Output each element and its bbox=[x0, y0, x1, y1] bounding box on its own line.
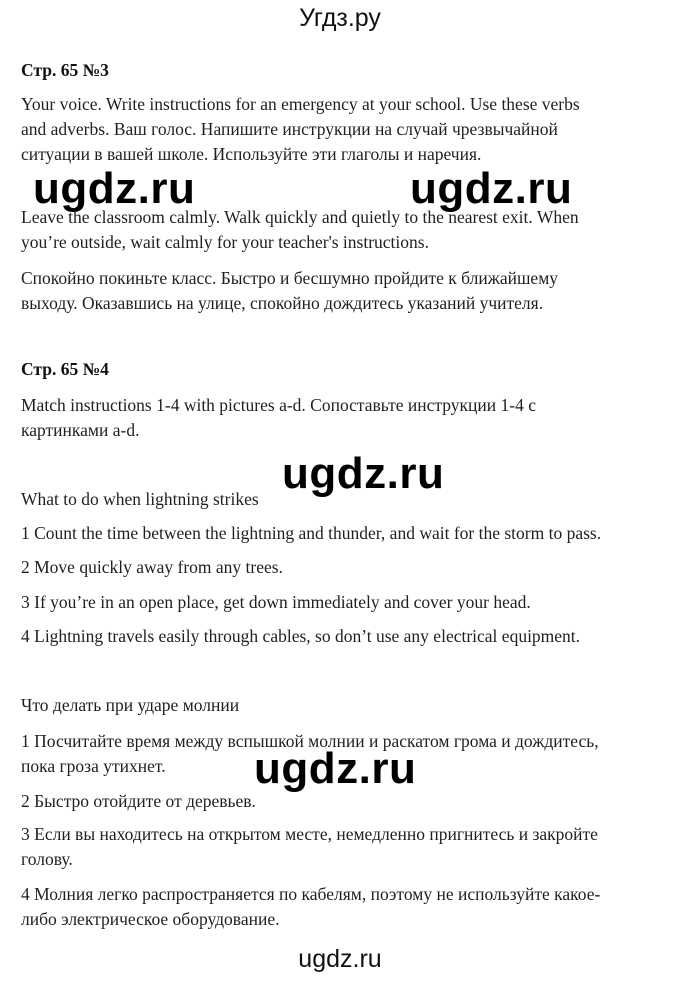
task3-prompt-line-2: and adverbs. Ваш голос. Напишите инструкции на случай чрезвычайной bbox=[21, 119, 558, 139]
task4-ru-item-1-line-2: пока гроза утихнет. bbox=[21, 756, 166, 776]
site-footer: ugdz.ru bbox=[298, 945, 382, 973]
task3-answer-ru-line-2: выходу. Оказавшись на улице, спокойно дождитесь указаний учителя. bbox=[21, 293, 544, 313]
task4-ru-item-3-line-1: 3 Если вы находитесь на открытом месте, немедленно пригнитесь и закройте bbox=[21, 824, 598, 844]
task4-ru-item-2: 2 Быстро отойдите от деревьев. bbox=[21, 791, 256, 811]
watermark: ugdz.ru bbox=[410, 164, 573, 213]
task4-en-item-3: 3 If you’re in an open place, get down immediately and cover your head. bbox=[21, 592, 531, 612]
task4-en-item-1: 1 Count the time between the lightning and thunder, and wait for the storm to pass. bbox=[21, 523, 602, 543]
task3-prompt-line-1: Your voice. Write instructions for an emergency at your school. Use these verbs bbox=[21, 94, 580, 114]
watermark: ugdz.ru bbox=[33, 164, 196, 213]
task4-en-item-2: 2 Move quickly away from any trees. bbox=[21, 557, 283, 577]
task4-prompt-line-1: Match instructions 1-4 with pictures a-d. Сопоставьте инструкции 1-4 с bbox=[21, 395, 536, 415]
task3-prompt-line-3: ситуации в вашей школе. Используйте эти глаголы и наречия. bbox=[21, 144, 482, 164]
task3-heading: Стр. 65 №3 bbox=[21, 60, 109, 80]
task4-ru-item-4-line-2: либо электрическое оборудование. bbox=[21, 909, 280, 929]
task4-heading: Стр. 65 №4 bbox=[21, 359, 109, 379]
watermark: ugdz.ru bbox=[282, 449, 445, 498]
task4-prompt-line-2: картинками a-d. bbox=[21, 420, 140, 440]
task3-answer-en-line-1: Leave the classroom calmly. Walk quickly and quietly to the nearest exit. When bbox=[21, 207, 579, 227]
site-header: Угдз.ру bbox=[299, 4, 381, 32]
task3-answer-en-line-2: you’re outside, wait calmly for your teacher's instructions. bbox=[21, 232, 429, 252]
task4-en-title: What to do when lightning strikes bbox=[21, 489, 259, 509]
task4-ru-item-1-line-1: 1 Посчитайте время между вспышкой молнии и раскатом грома и дождитесь, bbox=[21, 731, 599, 751]
task4-ru-title: Что делать при ударе молнии bbox=[21, 695, 240, 715]
watermark: ugdz.ru bbox=[254, 744, 417, 793]
task4-ru-item-3-line-2: голову. bbox=[21, 849, 73, 869]
task4-ru-item-4-line-1: 4 Молния легко распространяется по кабелям, поэтому не используйте какое- bbox=[21, 884, 601, 904]
task3-answer-ru-line-1: Спокойно покиньте класс. Быстро и бесшумно пройдите к ближайшему bbox=[21, 268, 559, 288]
task4-en-item-4: 4 Lightning travels easily through cables, so don’t use any electrical equipment. bbox=[21, 626, 581, 646]
